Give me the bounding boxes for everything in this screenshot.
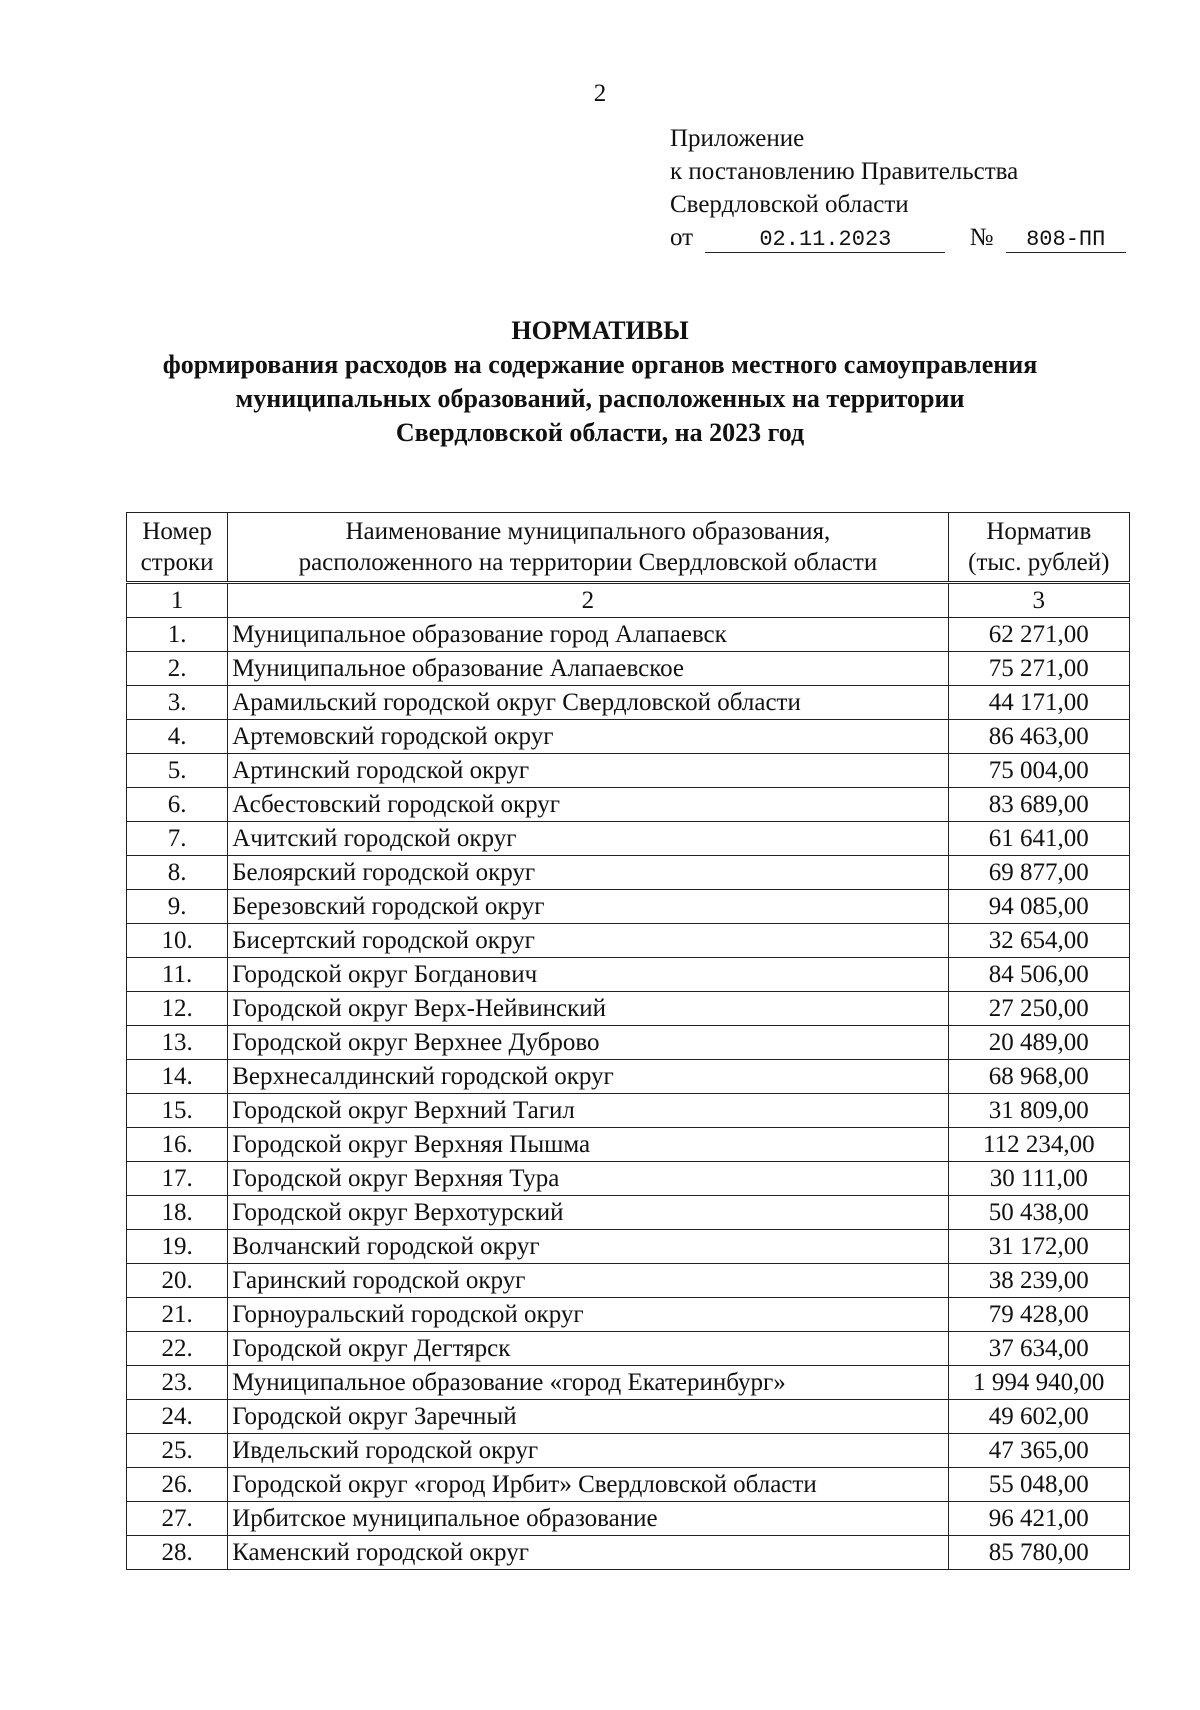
norm-value: 61 641,00	[948, 822, 1129, 856]
table-row	[127, 1332, 1130, 1366]
municipality-name: Арамильский городской округ Свердловской области	[228, 686, 948, 720]
norm-value: 47 365,00	[948, 1434, 1129, 1468]
norm-value: 1 994 940,00	[948, 1366, 1129, 1400]
municipality-name: Горноуральский городской округ	[228, 1298, 948, 1332]
municipality-name: Городской округ Богданович	[228, 958, 948, 992]
municipality-name: Городской округ Заречный	[228, 1400, 948, 1434]
municipality-name: Волчанский городской округ	[228, 1230, 948, 1264]
municipality-name: Муниципальное образование Алапаевское	[228, 652, 948, 686]
municipality-name: Гаринский городской округ	[228, 1264, 948, 1298]
municipality-name: Артинский городской округ	[228, 754, 948, 788]
norm-value: 44 171,00	[948, 686, 1129, 720]
header-row-number	[127, 513, 228, 583]
row-number: 9.	[127, 890, 228, 924]
table-row	[127, 992, 1130, 1026]
row-number: 24.	[127, 1400, 228, 1434]
header-row	[127, 513, 1130, 583]
municipality-name: Городской округ Верхнее Дуброво	[228, 1026, 948, 1060]
table-row	[127, 1536, 1130, 1570]
table-row	[127, 1400, 1130, 1434]
row-number: 19.	[127, 1230, 228, 1264]
table-row	[127, 924, 1130, 958]
norm-value: 94 085,00	[948, 890, 1129, 924]
appendix-label: Приложение	[670, 125, 805, 152]
row-number: 7.	[127, 822, 228, 856]
norm-value: 37 634,00	[948, 1332, 1129, 1366]
norm-value: 30 111,00	[948, 1162, 1129, 1196]
row-number: 5.	[127, 754, 228, 788]
table-row	[127, 1026, 1130, 1060]
title-line-2: формирования расходов на содержание органов местного самоуправления	[162, 350, 1038, 379]
header-row-number-line2: строки	[140, 549, 214, 576]
row-number: 25.	[127, 1434, 228, 1468]
municipality-name: Ачитский городской округ	[228, 822, 948, 856]
table-row	[127, 1468, 1130, 1502]
norms-table	[126, 512, 1130, 1570]
row-number: 17.	[127, 1162, 228, 1196]
number-sign: №	[969, 224, 994, 251]
row-number: 27.	[127, 1502, 228, 1536]
table-row	[127, 618, 1130, 652]
municipality-name: Городской округ Верхотурский	[228, 1196, 948, 1230]
page-number: 2	[593, 80, 607, 107]
row-number: 3.	[127, 686, 228, 720]
norm-value: 62 271,00	[948, 618, 1129, 652]
row-number: 23.	[127, 1366, 228, 1400]
table-row	[127, 1298, 1130, 1332]
municipality-name: Ивдельский городской округ	[228, 1434, 948, 1468]
header-name-line1: Наименование муниципального образования,	[345, 518, 831, 545]
norm-value: 20 489,00	[948, 1026, 1129, 1060]
appendix-date-line	[670, 221, 1130, 254]
municipality-name: Каменский городской округ	[228, 1536, 948, 1570]
norm-value: 50 438,00	[948, 1196, 1129, 1230]
appendix-region: Свердловской области	[670, 191, 909, 218]
header-name-line2: расположенного на территории Свердловской области	[298, 549, 878, 576]
norm-value: 75 271,00	[948, 652, 1129, 686]
row-number: 16.	[127, 1128, 228, 1162]
norm-value: 27 250,00	[948, 992, 1129, 1026]
municipality-name: Артемовский городской округ	[228, 720, 948, 754]
municipality-name: Березовский городской округ	[228, 890, 948, 924]
table-row	[127, 1128, 1130, 1162]
norm-value: 69 877,00	[948, 856, 1129, 890]
norm-value: 75 004,00	[948, 754, 1129, 788]
resolution-date: 02.11.2023	[705, 228, 945, 253]
document-title	[0, 314, 1200, 450]
row-number: 26.	[127, 1468, 228, 1502]
row-number: 21.	[127, 1298, 228, 1332]
row-number: 22.	[127, 1332, 228, 1366]
table-row	[127, 788, 1130, 822]
row-number: 14.	[127, 1060, 228, 1094]
row-number: 20.	[127, 1264, 228, 1298]
municipality-name: Городской округ «город Ирбит» Свердловской области	[228, 1468, 948, 1502]
title-line-4: Свердловской области, на 2023 год	[395, 418, 805, 447]
header-norm-value	[948, 513, 1129, 583]
municipality-name: Верхнесалдинский городской округ	[228, 1060, 948, 1094]
municipality-name: Муниципальное образование город Алапаевск	[228, 618, 948, 652]
row-number: 10.	[127, 924, 228, 958]
row-number: 28.	[127, 1536, 228, 1570]
municipality-name: Городской округ Верхняя Пышма	[228, 1128, 948, 1162]
table-row	[127, 652, 1130, 686]
column-number-1: 1	[127, 583, 228, 618]
table-row	[127, 822, 1130, 856]
row-number: 15.	[127, 1094, 228, 1128]
norm-value: 84 506,00	[948, 958, 1129, 992]
date-prefix: от	[670, 224, 694, 251]
table-row	[127, 720, 1130, 754]
table-row	[127, 958, 1130, 992]
table-row	[127, 686, 1130, 720]
header-row-number-line1: Номер	[142, 518, 212, 545]
row-number: 6.	[127, 788, 228, 822]
municipality-name: Городской округ Верхний Тагил	[228, 1094, 948, 1128]
table-row	[127, 1366, 1130, 1400]
municipality-name: Городской округ Верхняя Тура	[228, 1162, 948, 1196]
table-row	[127, 1502, 1130, 1536]
row-number: 8.	[127, 856, 228, 890]
norm-value: 79 428,00	[948, 1298, 1129, 1332]
row-number: 4.	[127, 720, 228, 754]
municipality-name: Белоярский городской округ	[228, 856, 948, 890]
norm-value: 55 048,00	[948, 1468, 1129, 1502]
appendix-resolution: к постановлению Правительства	[670, 158, 1019, 185]
norm-value: 83 689,00	[948, 788, 1129, 822]
header-value-line2: (тыс. рублей)	[968, 549, 1110, 576]
norm-value: 112 234,00	[948, 1128, 1129, 1162]
municipality-name: Бисертский городской округ	[228, 924, 948, 958]
norm-value: 32 654,00	[948, 924, 1129, 958]
norm-value: 85 780,00	[948, 1536, 1129, 1570]
column-number-3: 3	[948, 583, 1129, 618]
norm-value: 31 809,00	[948, 1094, 1129, 1128]
row-number: 13.	[127, 1026, 228, 1060]
column-numbering-row	[127, 583, 1130, 618]
row-number: 12.	[127, 992, 228, 1026]
norm-value: 68 968,00	[948, 1060, 1129, 1094]
appendix-block	[670, 122, 1130, 254]
norm-value: 86 463,00	[948, 720, 1129, 754]
municipality-name: Городской округ Дегтярск	[228, 1332, 948, 1366]
table-row	[127, 856, 1130, 890]
table-row	[127, 1060, 1130, 1094]
norm-value: 38 239,00	[948, 1264, 1129, 1298]
table-row	[127, 1434, 1130, 1468]
municipality-name: Муниципальное образование «город Екатеринбург»	[228, 1366, 948, 1400]
municipality-name: Асбестовский городской округ	[228, 788, 948, 822]
table-row	[127, 1162, 1130, 1196]
row-number: 2.	[127, 652, 228, 686]
norm-value: 31 172,00	[948, 1230, 1129, 1264]
header-municipality-name	[228, 513, 948, 583]
row-number: 11.	[127, 958, 228, 992]
table-row	[127, 1230, 1130, 1264]
row-number: 1.	[127, 618, 228, 652]
table-row	[127, 754, 1130, 788]
resolution-number: 808-ПП	[1006, 228, 1126, 253]
municipality-name: Городской округ Верх-Нейвинский	[228, 992, 948, 1026]
table-row	[127, 1094, 1130, 1128]
title-line-3: муниципальных образований, расположенных на территории	[235, 384, 965, 413]
norm-value: 49 602,00	[948, 1400, 1129, 1434]
table-row	[127, 1264, 1130, 1298]
column-number-2: 2	[228, 583, 948, 618]
row-number: 18.	[127, 1196, 228, 1230]
norm-value: 96 421,00	[948, 1502, 1129, 1536]
municipality-name: Ирбитское муниципальное образование	[228, 1502, 948, 1536]
header-value-line1: Норматив	[986, 518, 1092, 545]
table-row	[127, 1196, 1130, 1230]
title-heading: НОРМАТИВЫ	[511, 316, 689, 345]
table-row	[127, 890, 1130, 924]
